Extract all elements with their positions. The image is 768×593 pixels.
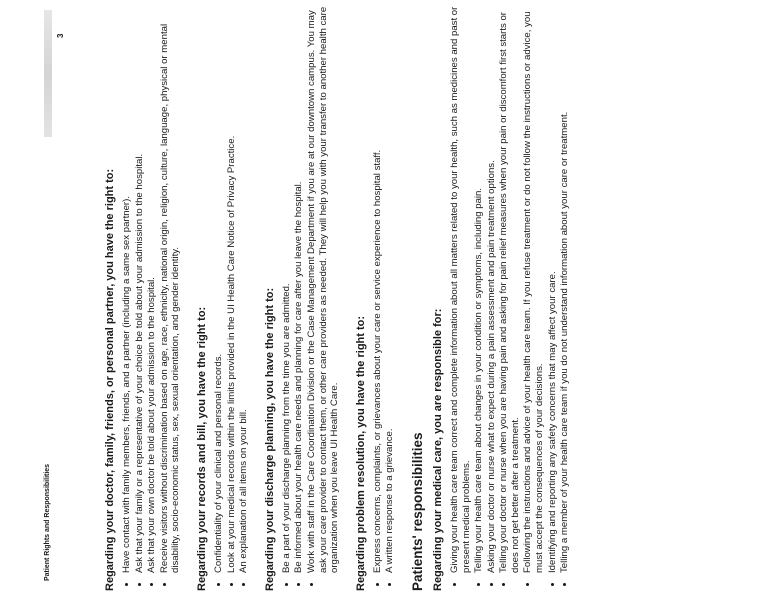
list-item [384, 6, 396, 591]
list-item [522, 6, 545, 591]
section-heading: Regarding your doctor, family, friends, or personal partner, you have the right to: [104, 168, 116, 591]
list-item [159, 6, 182, 591]
list-item [547, 6, 559, 591]
bullet-icon [376, 583, 379, 586]
list-item-text: Telling a member of your health care team if you do not understand information about your care or treatment. [559, 111, 571, 573]
bullet-icon [453, 583, 456, 586]
bullet-icon [285, 583, 288, 586]
section-heading: Regarding your discharge planning, you have the right to: [263, 287, 276, 591]
list-item [449, 6, 472, 591]
bullet-icon [217, 583, 220, 586]
list-item [486, 6, 498, 591]
list-item [498, 6, 521, 591]
list-item-text: Identifying and reporting any safety concerns that may affect your care. [546, 271, 558, 573]
bullet-icon [310, 583, 313, 586]
bullet-icon [477, 583, 480, 586]
list-item [226, 6, 238, 591]
section-responsibilities [410, 6, 571, 591]
list-item-text: Be a part of your discharge planning from the time you are admitted. [280, 283, 292, 573]
section-doctor-family [104, 6, 182, 591]
page-content [104, 6, 572, 591]
list-item-text: Telling your health care team about changes in your condition or symptoms, including pain. [473, 187, 485, 573]
list-item-text: Work with staff in the Care Coordination Division or the Case Management Department if you are at our downtown campus. You may ask your care provider to contact them, or other care providers as needed. They will help you with your transfer to another health care organization when you leave UI Health Care. [305, 6, 341, 573]
list-item [306, 6, 341, 591]
bullet-icon [138, 583, 141, 586]
header-doc-title: Patient Rights and Responsibilities [44, 463, 51, 581]
list-item [372, 6, 384, 591]
list-item-text: Telling your doctor or nurse when you are having pain and asking for pain relief measures when your pain or discomfort first starts or does not get better after a treatment. [498, 12, 521, 573]
list-item [146, 6, 158, 591]
list-item-text: Asking your doctor or nurse what to expect during a pain assessment and pain treatment options. [485, 160, 497, 573]
bullet-list [449, 6, 571, 591]
list-item-text: Receive visitors without discrimination based on age, race, ethnicity, national origin, religion, culture, language, physical or mental disability, socio-economic status, sex, sexual orientation, and gender identity. [158, 23, 182, 573]
section-discharge-planning [264, 6, 341, 591]
bullet-icon [150, 583, 153, 586]
bullet-list [213, 6, 250, 591]
bullet-icon [502, 583, 505, 586]
list-item-text: Following the instructions and advice of your health care team. If you refuse treatment or do not follow the instructions or advice, you must accept the consequences of your decisions. [522, 11, 546, 573]
list-item [121, 6, 133, 591]
bullet-icon [125, 583, 128, 586]
list-item [134, 6, 146, 591]
bullet-list [372, 6, 396, 591]
bullet-list [121, 6, 182, 591]
responsibilities-title: Patients' responsibilities [409, 432, 425, 591]
section-records-bill [196, 6, 250, 591]
list-item-text: Confidentiality of your clinical and personal records. [212, 353, 224, 573]
list-item-text: A written response to a grievance. [384, 428, 396, 573]
list-item-text: Be informed about your health care needs and planning for care after you leave the hospital. [293, 181, 305, 573]
section-heading: Regarding your medical care, you are responsible for: [431, 308, 444, 591]
bullet-icon [490, 583, 493, 586]
bullet-icon [551, 583, 554, 586]
section-heading: Regarding problem resolution, you have the right to: [354, 315, 367, 591]
bullet-icon [242, 583, 245, 586]
list-item [559, 6, 571, 591]
list-item-text: Ask that your family or a representative of your choice be told about your admission to the hospital. [133, 153, 145, 573]
list-item-text: Have contact with family members, friends, and a partner (including a same sex partner). [121, 196, 132, 573]
list-item-text: Giving your health care team correct and complete information about all matters related to your health, such as medicines and past or present medical problems. [448, 6, 472, 573]
section-heading: Regarding your records and bill, you have the right to: [195, 306, 208, 591]
list-item [473, 6, 485, 591]
bullet-icon [388, 583, 391, 586]
list-item [213, 6, 225, 591]
bullet-icon [230, 583, 233, 586]
bullet-icon [526, 583, 529, 586]
header-page-number: 3 [56, 33, 65, 38]
list-item [293, 6, 305, 591]
list-item-text: An explanation of all items on your bill. [238, 409, 250, 573]
bullet-icon [563, 583, 566, 586]
header-shaded-bar [44, 10, 52, 137]
list-item [238, 6, 250, 591]
section-problem-resolution [355, 6, 396, 591]
bullet-icon [297, 583, 300, 586]
bullet-icon [163, 583, 166, 586]
list-item-text: Express concerns, complaints, or grievances about your care or service experience to hospital staff. [371, 149, 383, 573]
list-item-text: Look at your medical records within the limits provided in the UI Health Care Notice of Privacy Practice. [225, 135, 237, 573]
bullet-list [281, 6, 341, 591]
list-item [281, 6, 293, 591]
list-item-text: Ask that your own doctor be told about your admission to the hospital. [146, 277, 158, 573]
